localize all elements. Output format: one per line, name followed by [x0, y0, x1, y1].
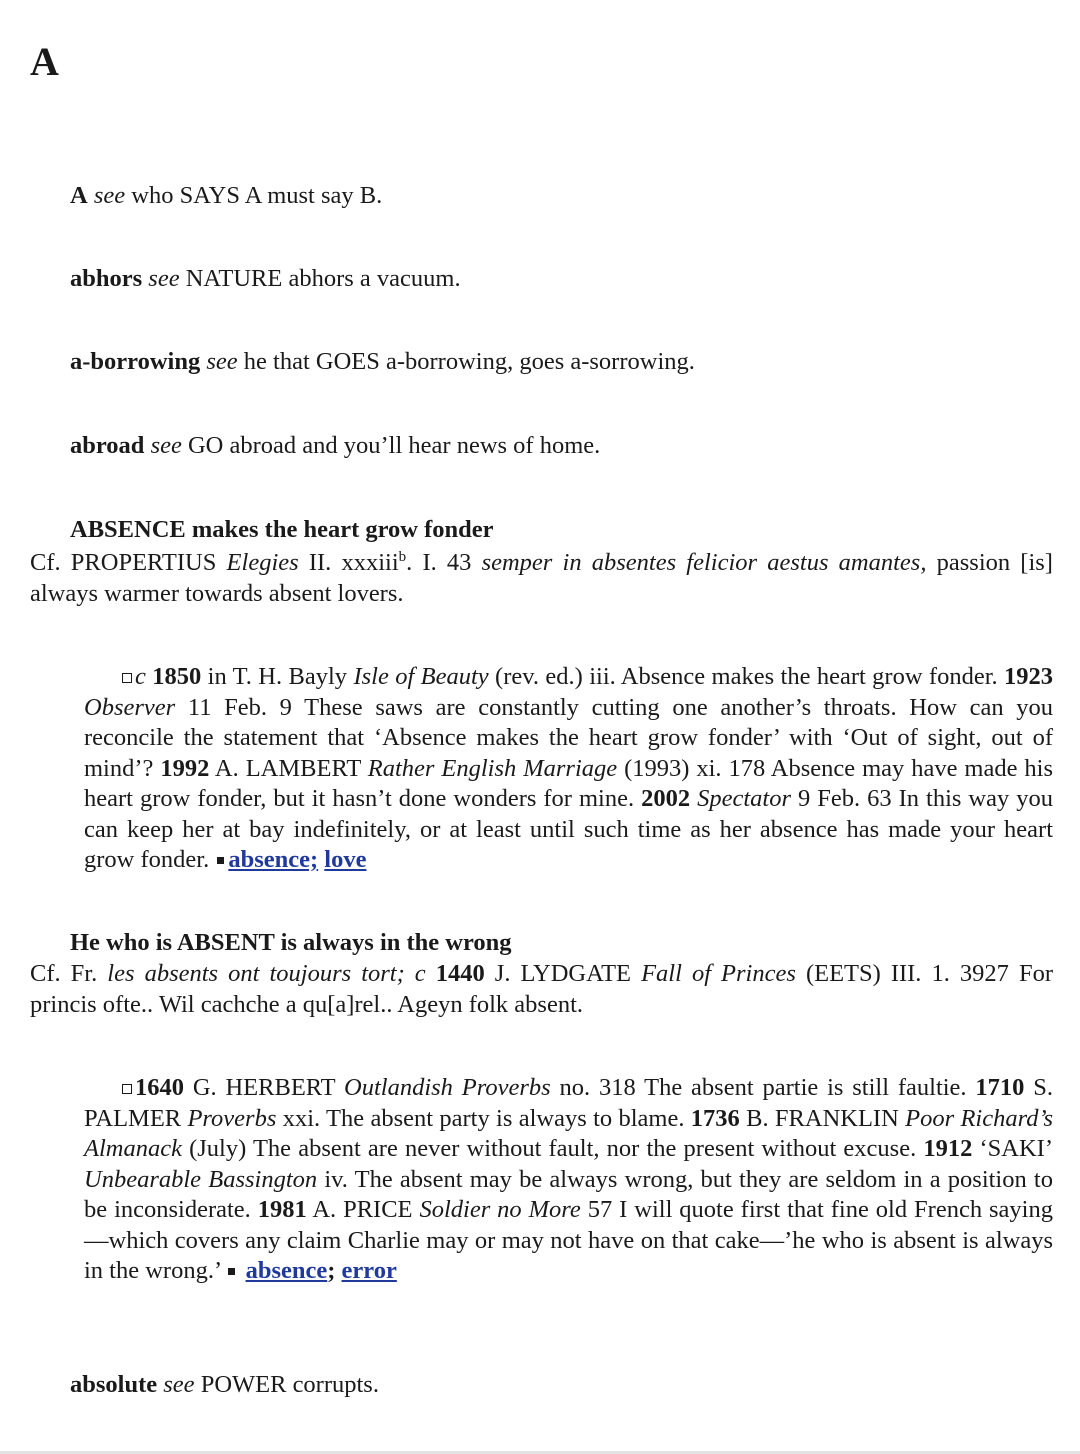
citation-text: (rev. ed.) iii. Absence makes the heart grow fonder. [488, 663, 1005, 690]
theme-link-absence[interactable]: absence [245, 1257, 328, 1284]
citation-year: 1923 [1004, 663, 1054, 690]
see-label: see [206, 348, 238, 375]
work-title: Outlandish Proverbs [344, 1074, 551, 1101]
work-title: Elegies [226, 549, 299, 576]
citation-year: 1736 [690, 1104, 740, 1132]
citation-text: A. LAMBERT [209, 754, 368, 782]
citation-year: 1850 [152, 663, 202, 690]
french-quote: les absents ont toujours tort; c [107, 960, 426, 987]
link-separator: ; [327, 1257, 342, 1284]
citation-year: 2002 [641, 785, 691, 812]
note-text: passion [is] always warmer towards absent lovers. [30, 549, 1053, 607]
citation-year: 1981 [257, 1196, 307, 1223]
xref-target: NATURE abhors a vacuum. [185, 265, 461, 292]
section-letter: A [30, 39, 59, 84]
note-text: Cf. PROPERTIUS [30, 549, 227, 576]
xref-entry-a [70, 181, 382, 211]
citation-text: in T. H. Bayly [201, 663, 354, 690]
citation-text: S. PALMER [84, 1074, 1053, 1132]
citation-text: 11 Feb. 9 These saws are constantly cutting one another’s throats. How can you reconcile the statement that ‘Absence makes the heart grow fonder’ with ‘Out of sight, out of mind’? [84, 693, 1053, 782]
work-title: Unbearable Bassington [84, 1165, 318, 1193]
theme-link-error[interactable]: error [341, 1257, 397, 1284]
xref-entry-abhors [70, 264, 461, 294]
citation-text: B. FRANKLIN [739, 1104, 906, 1132]
citation-text: 57 I will quote first that fine old French saying—which covers any claim Charlie may or may not have on that cake—’he who is absent is always in the wrong.’ [84, 1196, 1053, 1284]
theme-link-love[interactable]: love [324, 846, 367, 873]
xref-entry-a-borrowing [70, 347, 695, 377]
note-text: . I. 43 [406, 549, 482, 576]
xref-target: GO abroad and you’ll hear news of home. [187, 432, 601, 459]
xref-term: abhors [70, 265, 143, 292]
theme-marker-icon [228, 1268, 235, 1275]
citation-text: ‘SAKI’ [972, 1135, 1053, 1162]
see-label: see [93, 182, 126, 209]
citation-start-icon [122, 673, 132, 683]
citation-year: 1640 [135, 1074, 184, 1101]
headword-absent: He who is ABSENT is always in the wrong [70, 929, 512, 956]
citation-text: A. PRICE [306, 1196, 420, 1223]
work-title: Spectator [697, 785, 791, 812]
xref-target: POWER corrupts. [200, 1371, 379, 1398]
note-text: (EETS) III. 1. 3927 For princis ofte.. Wil cachche a qu[a]rel.. Ageyn folk absent. [30, 960, 1053, 1018]
citation-text: iv. The absent may be always wrong, but they are seldom in a position to be inconsiderate. [84, 1165, 1053, 1223]
citations-block [84, 662, 1053, 876]
citation-text: (1993) xi. 178 Absence may have made his heart grow fonder, but it hasn’t done wonders for mine. [84, 754, 1053, 812]
theme-marker-icon [217, 857, 224, 864]
work-title: Proverbs [187, 1104, 277, 1132]
xref-entry-absolute [70, 1370, 379, 1400]
citation-start-icon [122, 1084, 132, 1094]
xref-target: he that GOES a-borrowing, goes a-sorrowing. [243, 348, 695, 375]
xref-target: who SAYS A must say B. [131, 182, 383, 209]
etymology-note [30, 548, 1053, 609]
circa-mark: c [135, 663, 146, 690]
note-text: Cf. Fr. [30, 960, 108, 987]
citation-text: no. 318 The absent partie is still faultie. [550, 1074, 976, 1101]
note-text: J. LYDGATE [484, 960, 642, 987]
citation-text: xxi. The absent party is always to blame. [276, 1104, 691, 1132]
citation-text: 9 Feb. 63 In this way you can keep her at bay indefinitely, or at least until such time as her absence has made your heart grow fonder. [84, 785, 1054, 873]
theme-link-absence[interactable]: absence; [228, 846, 319, 873]
citations-block [84, 1073, 1053, 1287]
xref-term: abroad [70, 432, 145, 459]
superscript: b [398, 549, 407, 565]
work-title: Poor Richard’s Almanack [84, 1104, 1053, 1162]
citation-year: 1992 [160, 754, 210, 782]
work-title: Soldier no More [419, 1196, 581, 1223]
xref-entry-abroad [70, 431, 600, 461]
see-label: see [148, 265, 180, 292]
xref-term: absolute [70, 1371, 158, 1398]
xref-term: a-borrowing [70, 348, 201, 375]
etymology-note [30, 959, 1053, 1020]
citation-year: 1440 [435, 960, 485, 987]
work-title: Fall of Princes [641, 960, 796, 987]
citation-year: 1710 [975, 1074, 1025, 1101]
citation-text: G. HERBERT [184, 1074, 345, 1101]
xref-term: A [70, 182, 88, 209]
work-title: Observer [84, 693, 176, 721]
see-label: see [150, 432, 182, 459]
work-title: Rather English Marriage [367, 754, 618, 782]
note-text: II. xxxiii [298, 549, 399, 576]
citation-text: (July) The absent are never without fault, nor the present without excuse. [181, 1135, 924, 1162]
citation-year: 1912 [923, 1135, 973, 1162]
see-label: see [163, 1371, 195, 1398]
headword-absence: ABSENCE makes the heart grow fonder [70, 516, 494, 543]
latin-quote: semper in absentes felicior aestus amantes, [481, 549, 927, 576]
work-title: Isle of Beauty [353, 663, 489, 690]
